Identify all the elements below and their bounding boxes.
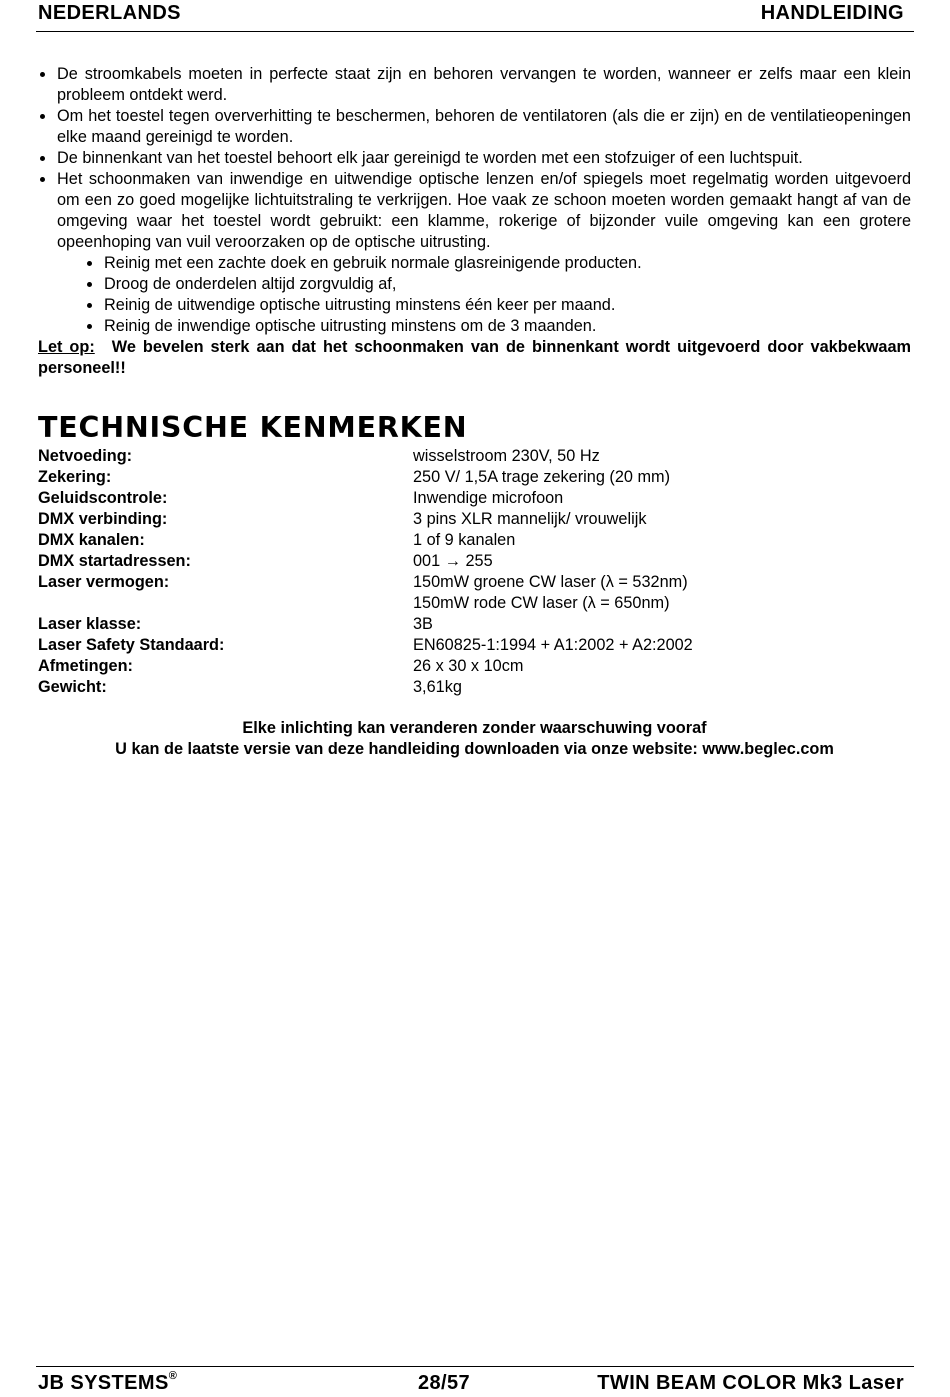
spec-value: 1 of 9 kanalen xyxy=(413,531,516,549)
footer-model: TWIN BEAM COLOR Mk3 Laser xyxy=(597,1372,904,1394)
spec-key: Gewicht: xyxy=(38,678,107,696)
spec-value: 3,61kg xyxy=(413,678,462,696)
spec-row xyxy=(38,614,693,635)
spec-row xyxy=(38,446,693,467)
spec-row xyxy=(38,593,693,614)
spec-value: wisselstroom 230V, 50 Hz xyxy=(413,447,600,465)
section-title: TECHNISCHE KENMERKEN xyxy=(38,411,468,444)
header-language: NEDERLANDS xyxy=(38,2,181,24)
warning-text: We bevelen sterk aan dat het schoonmaken van de binnenkant wordt uitgevoerd door vakbekwaam personeel!! xyxy=(38,338,911,377)
spec-value: 3 pins XLR mannelijk/ vrouwelijk xyxy=(413,510,647,528)
page-header xyxy=(38,2,904,25)
spec-key: Laser vermogen: xyxy=(38,573,170,591)
list-item: Reinig de uitwendige optische uitrusting minstens één keer per maand. xyxy=(85,295,911,316)
spec-key: DMX kanalen: xyxy=(38,531,145,549)
spec-value: EN60825-1:1994 + A1:2002 + A2:2002 xyxy=(413,636,693,654)
page-content xyxy=(38,64,911,760)
spec-key: Zekering: xyxy=(38,468,112,486)
brand-name: JB SYSTEMS xyxy=(38,1372,169,1394)
list-item: Het schoonmaken van inwendige en uitwendige optische lenzen en/of spiegels moet regelmatig worden uitgevoerd om een zo goed mogelijke lichtuitstraling te verkrijgen. Hoe vaak ze schoon moeten worden gemaakt hangt af van de omgeving waar het toestel wordt gebruikt: een klamme, rokerige of bijzonder vuile omgeving kan een grotere opeenhoping van vuil veroorzaken op de optische uitrusting. xyxy=(38,169,911,253)
spec-row xyxy=(38,467,693,488)
page-number: 28/57 xyxy=(418,1372,471,1394)
spec-value: 001 → 255 xyxy=(413,552,493,570)
specs-table xyxy=(38,446,693,698)
spec-row xyxy=(38,677,693,698)
spec-key: DMX startadressen: xyxy=(38,552,191,570)
header-doc-type: HANDLEIDING xyxy=(760,2,904,24)
spec-row xyxy=(38,572,693,593)
warning-note xyxy=(38,337,911,379)
list-item: Reinig de inwendige optische uitrusting minstens om de 3 maanden. xyxy=(85,316,911,337)
spec-key: Laser klasse: xyxy=(38,615,142,633)
closing-line: Elke inlichting kan veranderen zonder waarschuwing vooraf xyxy=(242,719,707,737)
spec-key: DMX verbinding: xyxy=(38,510,168,528)
spec-row xyxy=(38,509,693,530)
spec-key: Geluidscontrole: xyxy=(38,489,168,507)
spec-value: Inwendige microfoon xyxy=(413,489,564,507)
list-item: Droog de onderdelen altijd zorgvuldig af, xyxy=(85,274,911,295)
spec-value: 250 V/ 1,5A trage zekering (20 mm) xyxy=(413,468,671,486)
spec-value: 150mW rode CW laser (λ = 650nm) xyxy=(413,594,670,612)
footer-rule xyxy=(36,1366,914,1367)
spec-value: 26 x 30 x 10cm xyxy=(413,657,524,675)
spec-row xyxy=(38,656,693,677)
spec-value: 150mW groene CW laser (λ = 532nm) xyxy=(413,573,688,591)
warning-label: Let op: xyxy=(38,338,95,356)
spec-key xyxy=(38,593,413,614)
spec-key: Laser Safety Standaard: xyxy=(38,636,225,654)
cleaning-sublist xyxy=(85,253,911,337)
list-item: Reinig met een zachte doek en gebruik normale glasreinigende producten. xyxy=(85,253,911,274)
spec-row xyxy=(38,488,693,509)
closing-notice xyxy=(38,718,911,760)
spec-row xyxy=(38,530,693,551)
list-item: De binnenkant van het toestel behoort elk jaar gereinigd te worden met een stofzuiger of een luchtspuit. xyxy=(38,148,911,169)
registered-mark: ® xyxy=(168,1370,178,1382)
header-rule xyxy=(36,31,914,32)
closing-line-website: U kan de laatste versie van deze handleiding downloaden via onze website: www.beglec.com xyxy=(115,740,834,758)
list-item: De stroomkabels moeten in perfecte staat zijn en behoren vervangen te worden, wanneer er zelfs maar een klein probleem ontdekt werd. xyxy=(38,64,911,106)
maintenance-list xyxy=(38,64,911,253)
footer-brand xyxy=(38,1372,177,1395)
spec-value: 3B xyxy=(413,615,433,633)
spec-key: Netvoeding: xyxy=(38,447,133,465)
spec-row xyxy=(38,635,693,656)
spec-row xyxy=(38,551,693,572)
spec-key: Afmetingen: xyxy=(38,657,133,675)
list-item: Om het toestel tegen oververhitting te beschermen, behoren de ventilatoren (als die er zijn) en de ventilatieopeningen elke maand gereinigd te worden. xyxy=(38,106,911,148)
